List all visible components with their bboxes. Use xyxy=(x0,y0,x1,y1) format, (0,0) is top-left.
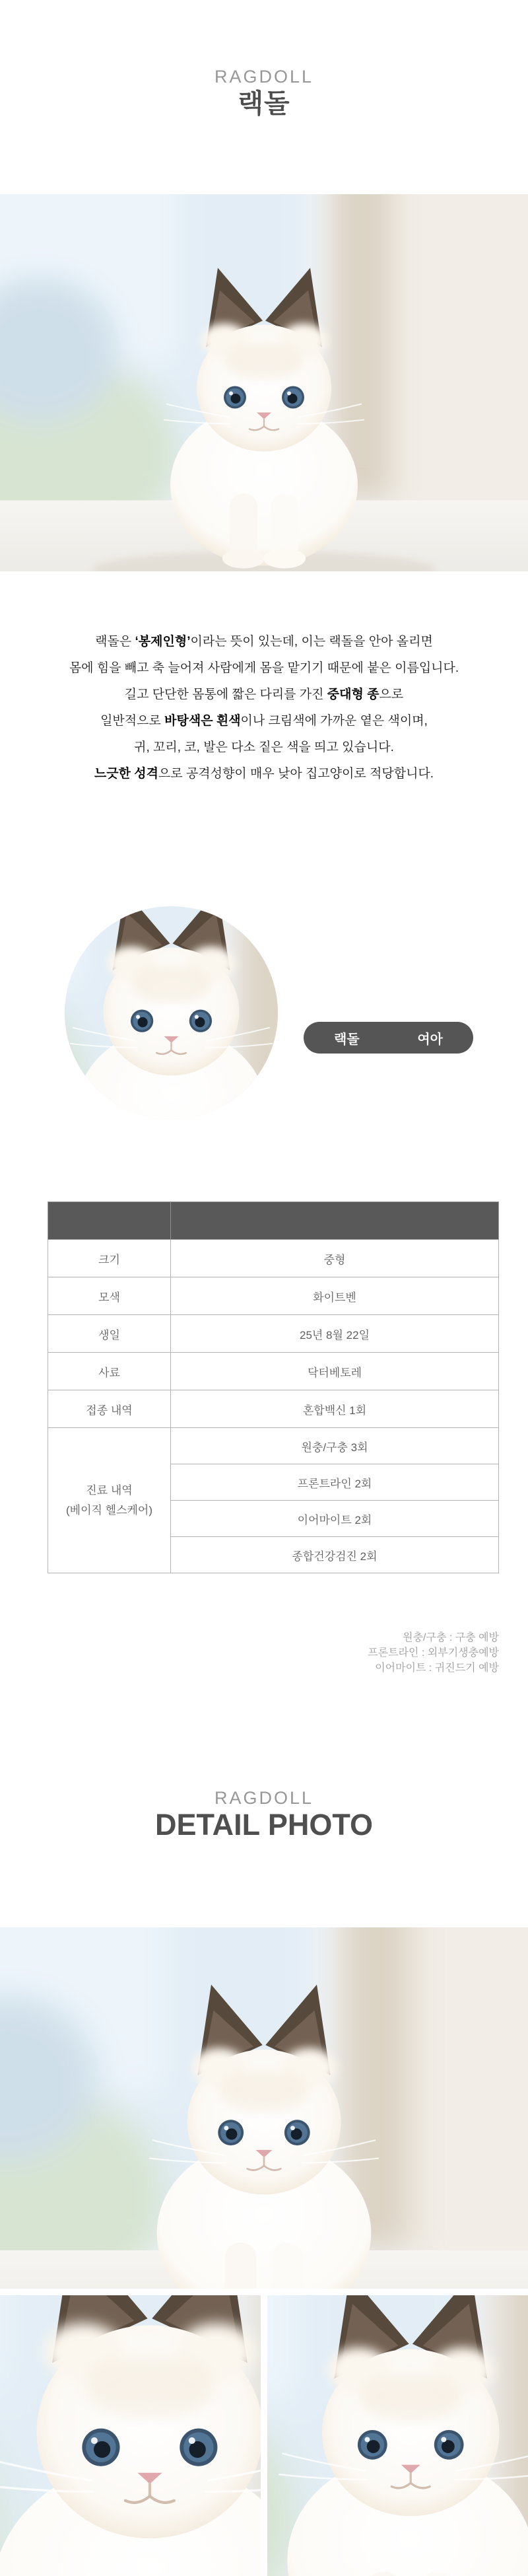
table-value-cell: 원충/구충 3회 xyxy=(171,1428,499,1464)
table-row xyxy=(48,1277,499,1315)
table-label-cell: 사료 xyxy=(48,1353,171,1390)
description-line: 몸에 힘을 빼고 축 늘어져 사람에게 몸을 맡기기 때문에 붙은 이름입니다. xyxy=(69,661,459,675)
description-line: 느긋한 성격으로 공격성향이 매우 낮아 집고양이로 적당합니다. xyxy=(94,767,434,781)
table-value-cell: 닥터베토레 xyxy=(171,1353,499,1390)
description-line: 랙돌은 ‘봉제인형’이라는 뜻이 있는데, 이는 랙돌을 안아 올리면 xyxy=(95,635,433,649)
care-notes xyxy=(368,1630,499,1676)
table-row xyxy=(48,1428,499,1464)
table-value-cell: 화이트벤 xyxy=(171,1277,499,1315)
intro-title-block xyxy=(0,66,528,120)
table-header-cell xyxy=(48,1202,171,1240)
table-value-cell: 25년 8월 22일 xyxy=(171,1315,499,1353)
description-line: 귀, 꼬리, 코, 발은 다소 짙은 색을 띄고 있습니다. xyxy=(134,740,394,754)
kitten-photo-profile-circle xyxy=(65,906,278,1120)
table-label-cell: 생일 xyxy=(48,1315,171,1353)
table-value-cell: 종합건강검진 2회 xyxy=(171,1537,499,1573)
note-line: 원충/구충 : 구충 예방 xyxy=(403,1632,499,1643)
kitten-photo-main xyxy=(0,194,528,571)
breed-sex-badge xyxy=(304,1022,473,1054)
table-header-row xyxy=(48,1202,499,1240)
kitten-photo-detail-2 xyxy=(0,2295,261,2576)
description-line: 길고 단단한 몸통에 짧은 다리를 가진 중대형 종으로 xyxy=(124,688,404,701)
table-row xyxy=(48,1353,499,1390)
table-label-cell: 크기 xyxy=(48,1240,171,1277)
detail-title-block xyxy=(0,1787,528,1842)
page-title-en: RAGDOLL xyxy=(214,67,314,87)
breed-description xyxy=(0,629,528,787)
note-line: 이어마이트 : 귀진드기 예방 xyxy=(375,1663,499,1674)
kitten-photo-detail-1 xyxy=(0,1927,528,2289)
table-label-cell: 모색 xyxy=(48,1277,171,1315)
detail-title-main: DETAIL PHOTO xyxy=(154,1808,374,1842)
table-row xyxy=(48,1315,499,1353)
table-label-cell: 접종 내역 xyxy=(48,1390,171,1428)
table-row xyxy=(48,1390,499,1428)
note-line: 프론트라인 : 외부기생충예방 xyxy=(368,1647,499,1659)
table-value-cell: 이어마이트 2회 xyxy=(171,1501,499,1537)
page-title-ko: 랙돌 xyxy=(238,89,290,118)
table-value-cell: 혼합백신 1회 xyxy=(171,1390,499,1428)
table-value-cell: 중형 xyxy=(171,1240,499,1277)
profile-table xyxy=(48,1201,499,1573)
table-value-cell: 프론트라인 2회 xyxy=(171,1464,499,1501)
detail-title-en: RAGDOLL xyxy=(214,1788,314,1808)
badge-breed-label: 랙돌 xyxy=(334,1032,360,1047)
table-group-label-cell: 진료 내역 (베이직 헬스케어) xyxy=(48,1428,171,1573)
kitten-photo-detail-3 xyxy=(267,2295,528,2576)
table-header-cell xyxy=(171,1202,499,1240)
table-row xyxy=(48,1240,499,1277)
badge-sex-label: 여아 xyxy=(417,1032,443,1047)
description-line: 일반적으로 바탕색은 흰색이나 크림색에 가까운 옅은 색이며, xyxy=(100,714,428,728)
